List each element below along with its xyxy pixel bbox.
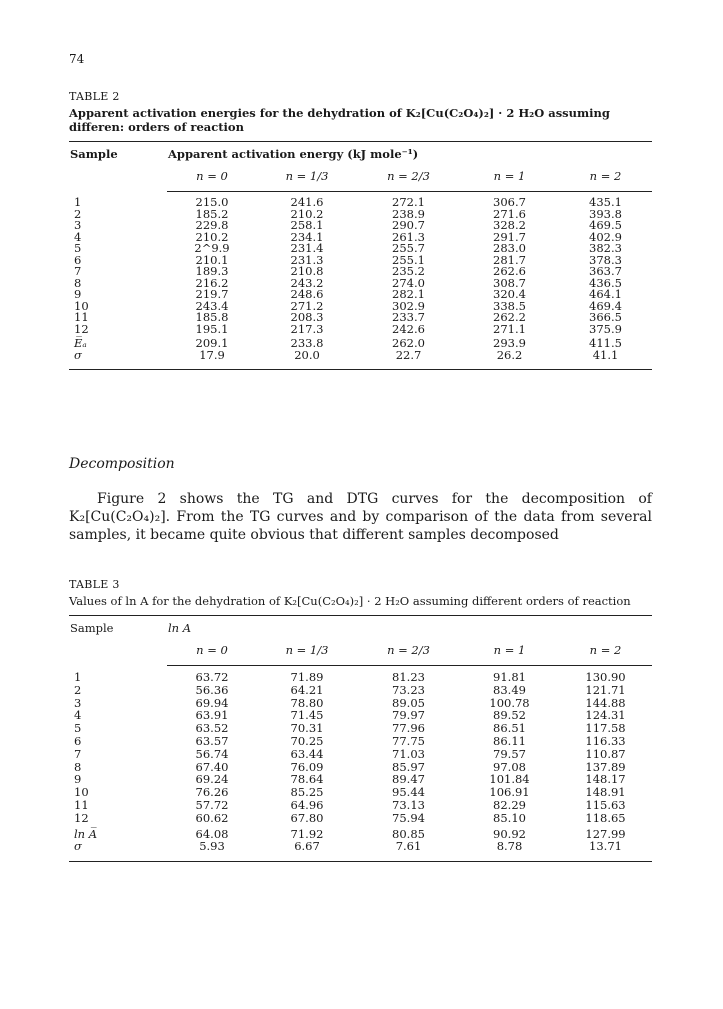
value-cell: 215.0 xyxy=(195,195,229,209)
value-cell: 86.51 xyxy=(493,721,526,736)
table-row xyxy=(69,243,652,255)
value-cell: 137.89 xyxy=(585,759,626,774)
value-cell: 69.94 xyxy=(195,695,229,710)
value-cell: 117.58 xyxy=(585,721,626,736)
sample-cell: 5 xyxy=(74,241,82,255)
value-cell: 8.78 xyxy=(460,840,559,861)
value-cell: 70.25 xyxy=(290,733,324,748)
value-cell: 71.45 xyxy=(290,708,324,723)
value-cell: 70.31 xyxy=(290,721,324,736)
value-cell: 469.4 xyxy=(589,298,622,313)
value-cell: 255.7 xyxy=(392,241,425,255)
activation-energy-header: Apparent activation energy (kJ mole⁻¹) xyxy=(167,142,652,167)
value-cell: 67.80 xyxy=(290,810,324,825)
table-row xyxy=(69,697,652,710)
table-2 xyxy=(69,90,652,370)
value-cell: 13.71 xyxy=(559,840,652,861)
sample-column-header: Sample xyxy=(69,616,167,641)
value-cell: 64.96 xyxy=(290,797,324,812)
value-cell: 116.33 xyxy=(585,733,626,748)
value-cell: 233.8 xyxy=(290,336,324,350)
value-cell: 217.3 xyxy=(290,321,324,336)
summary-label: ln A̅ xyxy=(74,826,98,841)
table-row xyxy=(69,773,652,786)
value-cell: 366.5 xyxy=(589,310,622,324)
value-cell: 124.31 xyxy=(585,708,626,723)
sample-cell: 1 xyxy=(74,669,82,684)
value-cell: 231.3 xyxy=(290,252,324,267)
value-cell: 144.88 xyxy=(585,695,626,710)
value-cell: 63.52 xyxy=(195,721,229,736)
value-cell: 148.17 xyxy=(585,772,626,787)
value-cell: 85.25 xyxy=(290,785,324,800)
value-cell: 57.72 xyxy=(195,797,229,812)
value-cell: 210.8 xyxy=(290,264,324,278)
value-cell: 402.9 xyxy=(589,229,622,244)
value-cell: 233.7 xyxy=(392,310,425,324)
sample-cell: 9 xyxy=(74,772,82,787)
summary-row xyxy=(69,840,652,861)
table-row xyxy=(69,748,652,761)
value-cell: 185.2 xyxy=(195,206,229,221)
value-cell: 238.9 xyxy=(392,206,425,221)
table-row xyxy=(69,684,652,697)
value-cell: 195.1 xyxy=(195,321,229,336)
order-header: n = 1/3 xyxy=(257,166,357,192)
value-cell: 60.62 xyxy=(195,810,229,825)
sample-cell: 6 xyxy=(74,733,82,748)
value-cell: 302.9 xyxy=(392,298,425,313)
body-paragraph: Figure 2 shows the TG and DTG curves for the decomposition of K₂[Cu(C₂O₄)₂]. From the TG curves and by comparison of the data from several samples, it became quite obvious that different samples decomposed xyxy=(69,491,652,543)
sample-cell: 6 xyxy=(74,252,82,267)
value-cell: 63.72 xyxy=(195,670,229,684)
table-row xyxy=(69,266,652,278)
value-cell: 17.9 xyxy=(167,350,257,370)
table-row xyxy=(69,232,652,244)
value-cell: 82.29 xyxy=(493,797,526,812)
value-cell: 56.36 xyxy=(195,682,229,697)
value-cell: 148.91 xyxy=(585,785,626,800)
table-3-grid xyxy=(69,615,652,862)
table-3 xyxy=(69,578,652,862)
value-cell: 375.9 xyxy=(589,321,622,336)
value-cell: 262.6 xyxy=(493,264,526,278)
sample-cell: 9 xyxy=(74,287,82,301)
value-cell: 328.2 xyxy=(493,218,526,232)
value-cell: 189.3 xyxy=(195,264,229,278)
table-row xyxy=(69,666,652,684)
sample-cell: 2 xyxy=(74,206,82,221)
value-cell: 76.09 xyxy=(290,759,324,774)
table-row xyxy=(69,255,652,267)
value-cell: 95.44 xyxy=(392,785,425,800)
value-cell: 78.80 xyxy=(290,695,324,710)
table-row xyxy=(69,722,652,735)
value-cell: 258.1 xyxy=(290,218,324,232)
value-cell: 73.13 xyxy=(392,797,425,812)
value-cell: 216.2 xyxy=(195,275,229,290)
table-3-caption: Values of ln A for the dehydration of K₂[Cu(C₂O₄)₂] · 2 H₂O assuming different orders of reaction xyxy=(69,594,631,608)
value-cell: 241.6 xyxy=(290,195,324,209)
order-header: n = 2 xyxy=(559,166,652,192)
value-cell: 282.1 xyxy=(392,287,425,301)
value-cell: 69.24 xyxy=(195,772,229,787)
summary-row xyxy=(69,335,652,350)
table-2-caption: Apparent activation energies for the dehydration of K₂[Cu(C₂O₄)₂] · 2 H₂O assuming differen: orders of reaction xyxy=(69,106,610,134)
value-cell: 89.47 xyxy=(392,772,425,787)
value-cell: 293.9 xyxy=(493,336,526,350)
sample-cell: 12 xyxy=(74,321,89,336)
sample-cell: 7 xyxy=(74,264,82,278)
sample-cell: 8 xyxy=(74,759,82,774)
value-cell: 271.2 xyxy=(290,298,324,313)
order-header: n = 1 xyxy=(460,166,559,192)
value-cell: 89.05 xyxy=(392,695,425,710)
value-cell: 229.8 xyxy=(195,218,229,232)
table-row xyxy=(69,278,652,290)
sample-cell: 10 xyxy=(74,298,89,313)
value-cell: 5.93 xyxy=(167,840,257,861)
table-row xyxy=(69,812,652,825)
value-cell: 283.0 xyxy=(493,241,526,255)
value-cell: 101.84 xyxy=(489,772,530,787)
value-cell: 6.67 xyxy=(257,840,357,861)
value-cell: 262.0 xyxy=(392,336,425,350)
value-cell: 79.97 xyxy=(392,708,425,723)
value-cell: 71.03 xyxy=(392,746,425,761)
sample-cell: 11 xyxy=(74,310,89,324)
value-cell: 118.65 xyxy=(585,810,626,825)
value-cell: 127.99 xyxy=(585,826,626,841)
sample-cell: 10 xyxy=(74,785,89,800)
sample-cell: 2 xyxy=(74,682,82,697)
value-cell: 76.26 xyxy=(195,785,229,800)
value-cell: 243.4 xyxy=(195,298,229,313)
order-header: n = 0 xyxy=(167,640,257,666)
value-cell: 85.97 xyxy=(392,759,425,774)
value-cell: 78.64 xyxy=(290,772,324,787)
value-cell: 363.7 xyxy=(589,264,622,278)
value-cell: 56.74 xyxy=(195,746,229,761)
sample-cell: 4 xyxy=(74,229,82,244)
value-cell: 75.94 xyxy=(392,810,425,825)
value-cell: 469.5 xyxy=(589,218,622,232)
table-3-label: TABLE 3 xyxy=(69,578,120,591)
value-cell: 306.7 xyxy=(493,195,526,209)
table-row xyxy=(69,301,652,313)
page-number: 74 xyxy=(69,52,85,66)
value-cell: 274.0 xyxy=(392,275,425,290)
value-cell: 209.1 xyxy=(195,336,229,350)
value-cell: 320.4 xyxy=(493,287,526,301)
value-cell: 248.6 xyxy=(290,287,324,301)
table-row xyxy=(69,312,652,324)
value-cell: 7.61 xyxy=(357,840,460,861)
sample-cell: 4 xyxy=(74,708,82,723)
value-cell: 121.71 xyxy=(585,682,626,697)
order-header: n = 2 xyxy=(559,640,652,666)
value-cell: 64.08 xyxy=(195,826,229,841)
value-cell: 272.1 xyxy=(392,195,425,209)
value-cell: 210.2 xyxy=(290,206,324,221)
summary-row xyxy=(69,825,652,841)
sample-cell: 11 xyxy=(74,797,89,812)
value-cell: 290.7 xyxy=(392,218,425,232)
table-row xyxy=(69,220,652,232)
value-cell: 85.10 xyxy=(493,810,526,825)
value-cell: 261.3 xyxy=(392,229,425,244)
sample-cell: 8 xyxy=(74,275,82,290)
value-cell: 242.6 xyxy=(392,321,425,336)
value-cell: 73.23 xyxy=(392,682,425,697)
order-header: n = 1 xyxy=(460,640,559,666)
value-cell: 89.52 xyxy=(493,708,526,723)
value-cell: 71.89 xyxy=(290,670,324,684)
value-cell: 26.2 xyxy=(460,350,559,370)
value-cell: 106.91 xyxy=(489,785,530,800)
value-cell: 271.1 xyxy=(493,321,526,336)
value-cell: 67.40 xyxy=(195,759,229,774)
value-cell: 83.49 xyxy=(493,682,526,697)
value-cell: 115.63 xyxy=(585,797,626,812)
value-cell: 435.1 xyxy=(589,195,622,209)
value-cell: 271.6 xyxy=(493,206,526,221)
value-cell: 130.90 xyxy=(585,670,626,684)
value-cell: 255.1 xyxy=(392,252,425,267)
value-cell: 64.21 xyxy=(290,682,324,697)
summary-label: E̅ₐ xyxy=(74,336,87,350)
value-cell: 382.3 xyxy=(589,241,622,255)
sample-cell: 7 xyxy=(74,746,82,761)
value-cell: 234.1 xyxy=(290,229,324,244)
value-cell: 208.3 xyxy=(290,310,324,324)
value-cell: 411.5 xyxy=(589,336,622,350)
value-cell: 2^9.9 xyxy=(194,241,230,255)
table-row xyxy=(69,289,652,301)
value-cell: 262.2 xyxy=(493,310,526,324)
value-cell: 97.08 xyxy=(493,759,526,774)
value-cell: 63.44 xyxy=(290,746,324,761)
value-cell: 63.91 xyxy=(195,708,229,723)
sample-column-header: Sample xyxy=(69,142,167,167)
table-row xyxy=(69,761,652,774)
value-cell: 71.92 xyxy=(290,826,324,841)
summary-row xyxy=(69,350,652,370)
table-row xyxy=(69,324,652,336)
value-cell: 90.92 xyxy=(493,826,526,841)
table-row xyxy=(69,209,652,221)
value-cell: 41.1 xyxy=(559,350,652,370)
value-cell: 210.2 xyxy=(195,229,229,244)
value-cell: 77.75 xyxy=(392,733,425,748)
value-cell: 63.57 xyxy=(195,733,229,748)
value-cell: 436.5 xyxy=(589,275,622,290)
order-header: n = 0 xyxy=(167,166,257,192)
value-cell: 210.1 xyxy=(195,252,229,267)
table-row xyxy=(69,786,652,799)
value-cell: 80.85 xyxy=(392,826,425,841)
table-2-grid xyxy=(69,141,652,370)
table-row xyxy=(69,735,652,748)
table-row xyxy=(69,192,652,209)
value-cell: 235.2 xyxy=(392,264,425,278)
order-header: n = 1/3 xyxy=(257,640,357,666)
order-header: n = 2/3 xyxy=(357,640,460,666)
value-cell: 22.7 xyxy=(357,350,460,370)
sample-cell: 3 xyxy=(74,695,82,710)
value-cell: 291.7 xyxy=(493,229,526,244)
value-cell: 77.96 xyxy=(392,721,425,736)
value-cell: 464.1 xyxy=(589,287,622,301)
value-cell: 86.11 xyxy=(493,733,526,748)
value-cell: 185.8 xyxy=(195,310,229,324)
sample-cell: 1 xyxy=(74,194,82,209)
value-cell: 79.57 xyxy=(493,746,526,761)
sample-cell: 3 xyxy=(74,218,82,232)
value-cell: 231.4 xyxy=(290,241,324,255)
summary-label: σ xyxy=(69,840,167,861)
value-cell: 281.7 xyxy=(493,252,526,267)
value-cell: 110.87 xyxy=(585,746,626,761)
table-row xyxy=(69,709,652,722)
ln-a-header: ln A xyxy=(167,616,652,641)
value-cell: 91.81 xyxy=(493,670,526,684)
summary-label: σ xyxy=(69,350,167,370)
value-cell: 100.78 xyxy=(489,695,530,710)
order-header: n = 2/3 xyxy=(357,166,460,192)
table-2-label: TABLE 2 xyxy=(69,90,120,103)
value-cell: 219.7 xyxy=(195,287,229,301)
value-cell: 81.23 xyxy=(392,670,425,684)
value-cell: 308.7 xyxy=(493,275,526,290)
section-heading: Decomposition xyxy=(69,456,175,472)
value-cell: 243.2 xyxy=(290,275,324,290)
value-cell: 338.5 xyxy=(493,298,526,313)
sample-cell: 12 xyxy=(74,810,89,825)
value-cell: 20.0 xyxy=(257,350,357,370)
sample-cell: 5 xyxy=(74,721,82,736)
table-row xyxy=(69,799,652,812)
value-cell: 393.8 xyxy=(589,206,622,221)
value-cell: 378.3 xyxy=(589,252,622,267)
